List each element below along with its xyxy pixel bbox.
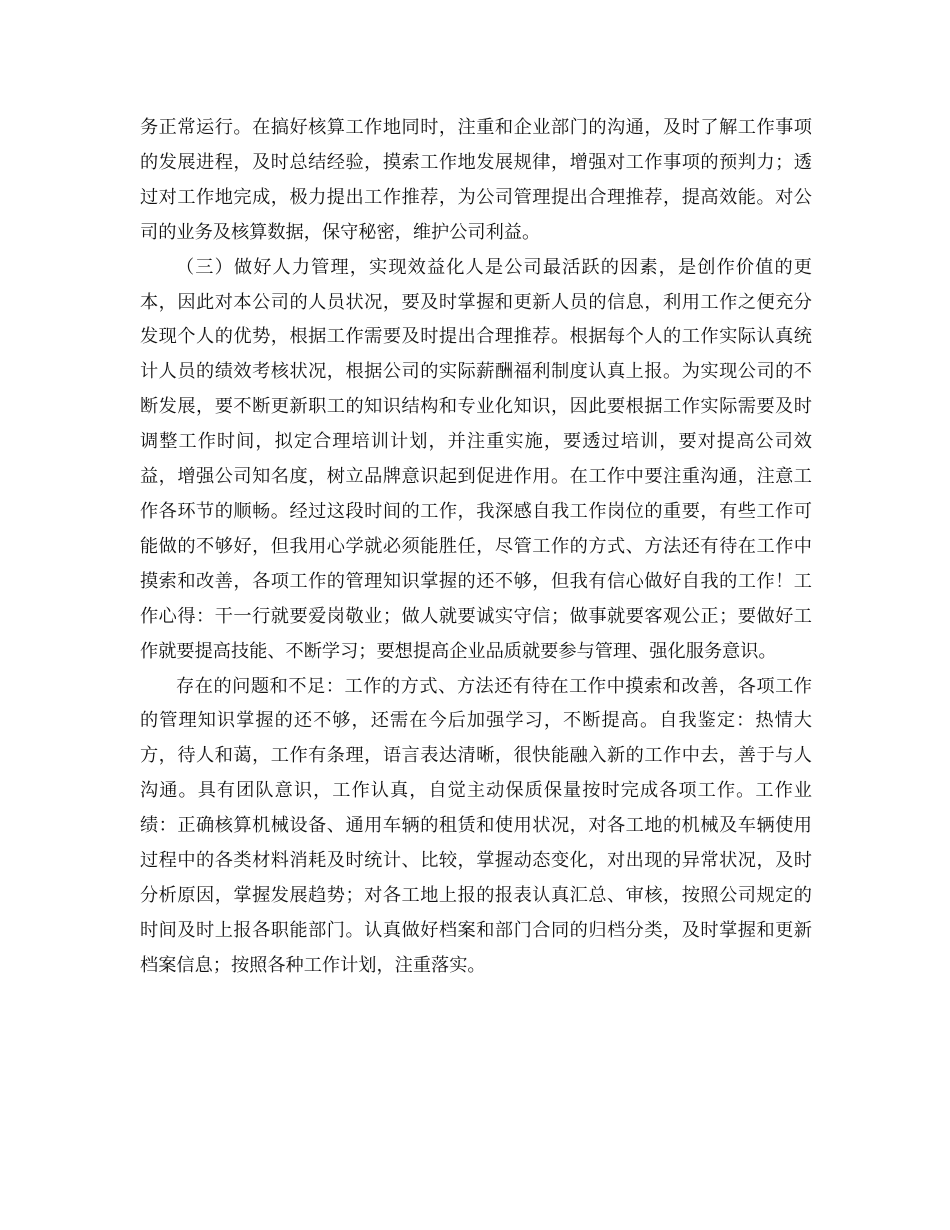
document-body — [140, 111, 812, 984]
paragraph-continuation: 务正常运行。在搞好核算工作地同时，注重和企业部门的沟通，及时了解工作事项的发展进程，及时总结经验，摸索工作地发展规律，增强对工作事项的预判力；透过对工作地完成，极力提出工作推荐，为公司管理提出合理推荐，提高效能。对公司的业务及核算数据，保守秘密，维护公司利益。 — [140, 117, 812, 243]
paragraph-problems-and-self-assessment: 存在的问题和不足：工作的方式、方法还有待在工作中摸索和改善，各项工作的管理知识掌握的还不够，还需在今后加强学习，不断提高。自我鉴定：热情大方，待人和蔼，工作有条理，语言表达清晰，很快能融入新的工作中去，善于与人沟通。具有团队意识，工作认真，自觉主动保质保量按时完成各项工作。工作业绩：正确核算机械设备、通用车辆的租赁和使用状况，对各工地的机械及车辆使用过程中的各类材料消耗及时统计、比较，掌握动态变化，对出现的异常状况，及时分析原因，掌握发展趋势；对各工地上报的报表认真汇总、审核，按照公司规定的时间及时上报各职能部门。认真做好档案和部门合同的归档分类，及时掌握和更新档案信息；按照各种工作计划，注重落实。 — [140, 675, 812, 976]
paragraph-hr-management: （三）做好人力管理，实现效益化人是公司最活跃的因素，是创作价值的更本，因此对本公司的人员状况，要及时掌握和更新人员的信息，利用工作之便充分发现个人的优势，根据工作需要及时提出合理推荐。根据每个人的工作实际认真统计人员的绩效考核状况，根据公司的实际薪酬福利制度认真上报。为实现公司的不断发展，要不断更新职工的知识结构和专业化知识，因此要根据工作实际需要及时调整工作时间，拟定合理培训计划，并注重实施，要透过培训，要对提高公司效益，增强公司知名度，树立品牌意识起到促进作用。在工作中要注重沟通，注意工作各环节的顺畅。经过这段时间的工作，我深感自我工作岗位的重要，有些工作可能做的不够好，但我用心学就必须能胜任，尽管工作的方式、方法还有待在工作中摸索和改善，各项工作的管理知识掌握的还不够，但我有信心做好自我的工作！工作心得：干一行就要爱岗敬业；做人就要诚实守信；做事就要客观公正；要做好工作就要提高技能、不断学习；要想提高企业品质就要参与管理、强化服务意识。 — [140, 256, 812, 662]
